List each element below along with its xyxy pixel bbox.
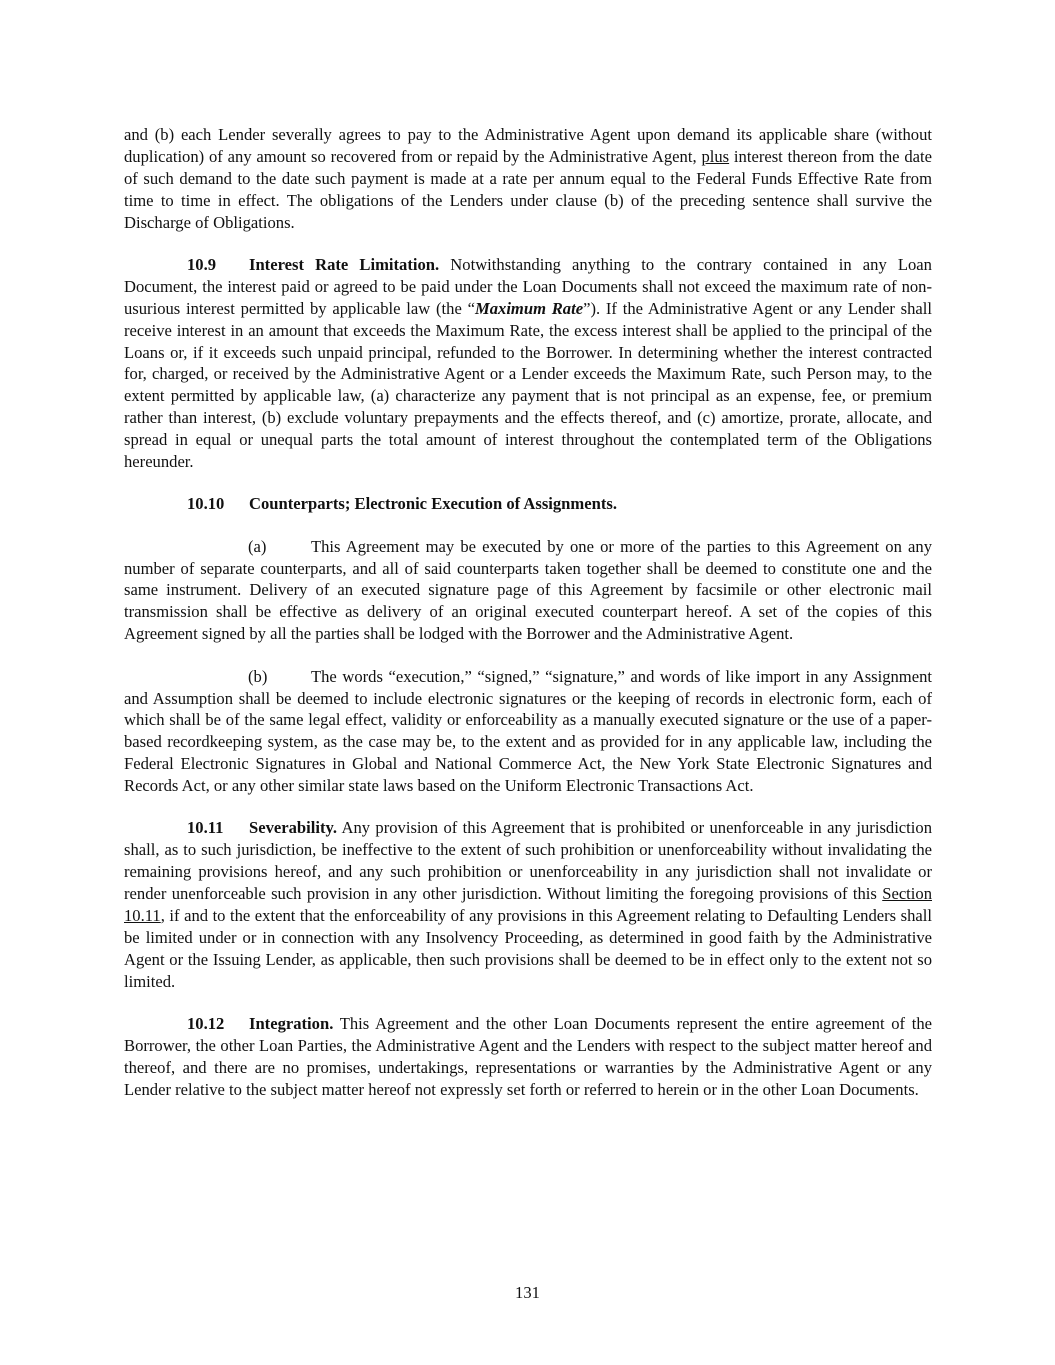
section-heading: Counterparts; Electronic Execution of Assignments. — [249, 494, 617, 514]
section-number: 10.11 — [187, 818, 224, 838]
section-heading: Interest Rate Limitation. — [249, 254, 440, 274]
plus-term: plus — [701, 146, 730, 166]
document-page — [124, 124, 932, 1121]
defined-term: Maximum Rate — [474, 298, 584, 318]
section-number: 10.10 — [187, 494, 225, 514]
section-heading: Severability. — [249, 818, 338, 838]
section-number: 10.9 — [187, 254, 217, 274]
page-number: 131 — [515, 1283, 540, 1302]
section-10-10-a: (a) This Agreement may be executed by one or more of the parties to this Agreement on any number of separate counterparts, and all of said counterparts taken together shall be deemed to constitute one and the same instrument. Delivery of an executed signature page of this Agreement by facsimile or other electronic mail transmission shall be effective as delivery of an original executed counterpart hereof. A set of the copies of this Agreement signed by all the parties shall be lodged with the Borrower and the Administrative Agent. — [124, 536, 932, 644]
clause-label: (a) — [248, 536, 267, 556]
clause-label: (b) — [248, 666, 268, 686]
section-10-9: 10.9 Interest Rate Limitation. Notwithstanding anything to the contrary contained in any Loan Document, the interest paid or agreed to be paid under the Loan Documents shall not exceed the maximum rate of non-usurious interest permitted by applicable law (the “Maximum Rate”). If the Administrative Agent or any Lender shall receive interest in an amount that exceeds the Maximum Rate, the excess interest shall be applied to the principal of the Loans or, if it exceeds such unpaid principal, refunded to the Borrower. In determining whether the interest contracted for, charged, or received by the Administrative Agent or a Lender exceeds the Maximum Rate, such Person may, to the extent permitted by applicable law, (a) characterize any payment that is not principal as an expense, fee, or premium rather than interest, (b) exclude voluntary prepayments and the effects thereof, and (c) amortize, prorate, allocate, and spread in equal or unequal parts the total amount of interest throughout the contemplated term of the Obligations hereunder. — [124, 254, 932, 472]
section-10-10-heading — [124, 493, 932, 515]
section-reference: Section 10.11 — [124, 884, 932, 926]
section-10-12: 10.12 Integration. This Agreement and the other Loan Documents represent the entire agreement of the Borrower, the other Loan Parties, the Administrative Agent and the Lenders with respect to the subject matter hereof and thereof, and there are no promises, undertakings, representations or warranties by the Administrative Agent or any Lender relative to the subject matter hereof not expressly set forth or referred to herein or in the other Loan Documents. — [124, 1014, 932, 1099]
section-10-10-b: (b) The words “execution,” “signed,” “signature,” and words of like import in any Assignment and Assumption shall be deemed to include electronic signatures or the keeping of records in electronic form, each of which shall be of the same legal effect, validity or enforceability as a manually executed signature or the use of a paper-based recordkeeping system, as the case may be, to the extent and as provided for in any applicable law, including the Federal Electronic Signatures in Global and National Commerce Act, the New York State Electronic Signatures and Records Act, or any other similar state laws based on the Uniform Electronic Transactions Act. — [124, 666, 932, 796]
section-10-11: 10.11 Severability. Any provision of this Agreement that is prohibited or unenforceable in any jurisdiction shall, as to such jurisdiction, be ineffective to the extent of such prohibition or unenforceability without invalidating the remaining provisions hereof, and any such prohibition or unenforceability in any jurisdiction shall not invalidate or render unenforceable such provision in any other jurisdiction. Without limiting the foregoing provisions of this Section 10.11, if and to the extent that the enforceability of any provisions in this Agreement relating to Defaulting Lenders shall be limited under or in connection with any Insolvency Proceeding, as determined in good faith by the Administrative Agent or the Issuing Lender, as applicable, then such provisions shall be deemed to be in effect only to the extent not so limited. — [124, 818, 932, 991]
section-heading: Integration. — [249, 1014, 334, 1034]
intro-paragraph: and (b) each Lender severally agrees to pay to the Administrative Agent upon demand its applicable share (without duplication) of any amount so recovered from or repaid by the Administrative Agent, plus interest thereon from the date of such demand to the date such payment is made at a rate per annum equal to the Federal Funds Effective Rate from time to time in effect. The obligations of the Lenders under clause (b) of the preceding sentence shall survive the Discharge of Obligations. — [124, 125, 932, 232]
section-number: 10.12 — [187, 1014, 225, 1034]
